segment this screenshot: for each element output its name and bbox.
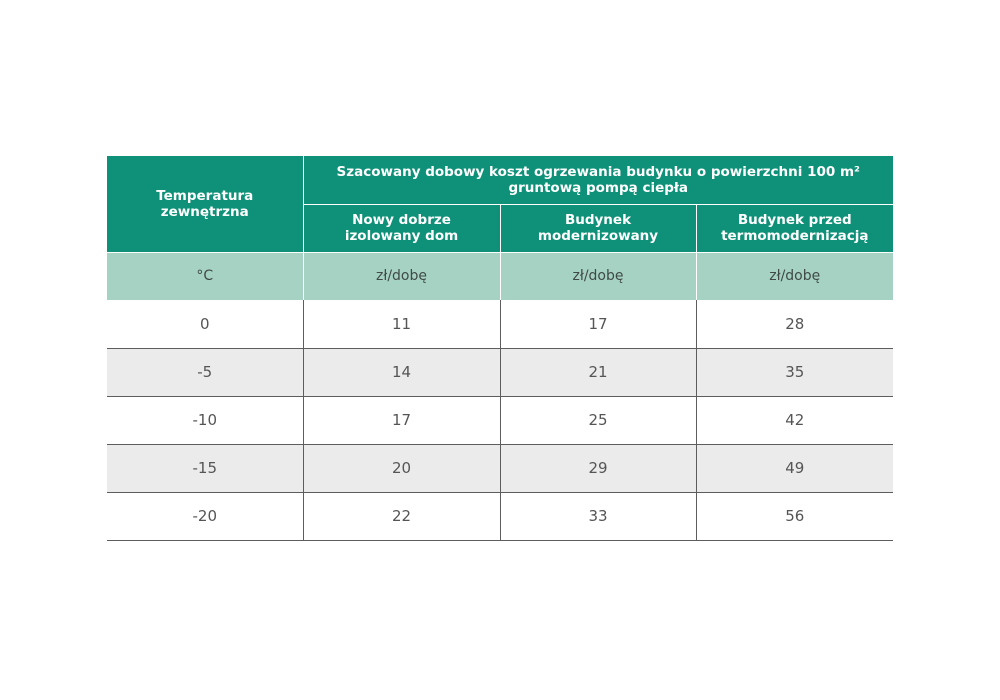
cost-cell: 17 xyxy=(500,300,696,348)
header-row-top xyxy=(107,156,893,204)
temperature-cell: -20 xyxy=(107,492,303,540)
cost-cell: 25 xyxy=(500,396,696,444)
cost-cell: 28 xyxy=(696,300,893,348)
unit-cost: zł/dobę xyxy=(500,252,696,300)
heating-cost-table xyxy=(107,156,893,541)
column-header-new-house: Nowy dobrze izolowany dom xyxy=(303,204,500,252)
unit-cost: zł/dobę xyxy=(696,252,893,300)
cost-cell: 56 xyxy=(696,492,893,540)
cost-cell: 29 xyxy=(500,444,696,492)
cost-cell: 17 xyxy=(303,396,500,444)
unit-cost: zł/dobę xyxy=(303,252,500,300)
cost-cell: 20 xyxy=(303,444,500,492)
column-header-modernized: Budynek modernizowany xyxy=(500,204,696,252)
cost-cell: 42 xyxy=(696,396,893,444)
table-row xyxy=(107,396,893,444)
cost-cell: 49 xyxy=(696,444,893,492)
cost-cell: 21 xyxy=(500,348,696,396)
temperature-header: Temperatura zewnętrzna xyxy=(107,156,303,252)
cost-cell: 11 xyxy=(303,300,500,348)
cost-cell: 35 xyxy=(696,348,893,396)
column-header-before-thermo: Budynek przed termomodernizacją xyxy=(696,204,893,252)
cost-cell: 14 xyxy=(303,348,500,396)
temperature-cell: 0 xyxy=(107,300,303,348)
unit-temperature: °C xyxy=(107,252,303,300)
temperature-cell: -15 xyxy=(107,444,303,492)
cost-cell: 22 xyxy=(303,492,500,540)
table-row xyxy=(107,492,893,540)
units-row xyxy=(107,252,893,300)
table-row xyxy=(107,300,893,348)
cost-cell: 33 xyxy=(500,492,696,540)
temperature-cell: -10 xyxy=(107,396,303,444)
temperature-cell: -5 xyxy=(107,348,303,396)
table-row xyxy=(107,348,893,396)
cost-group-header: Szacowany dobowy koszt ogrzewania budynku o powierzchni 100 m² gruntową pompą ciepła xyxy=(303,156,893,204)
table-row xyxy=(107,444,893,492)
